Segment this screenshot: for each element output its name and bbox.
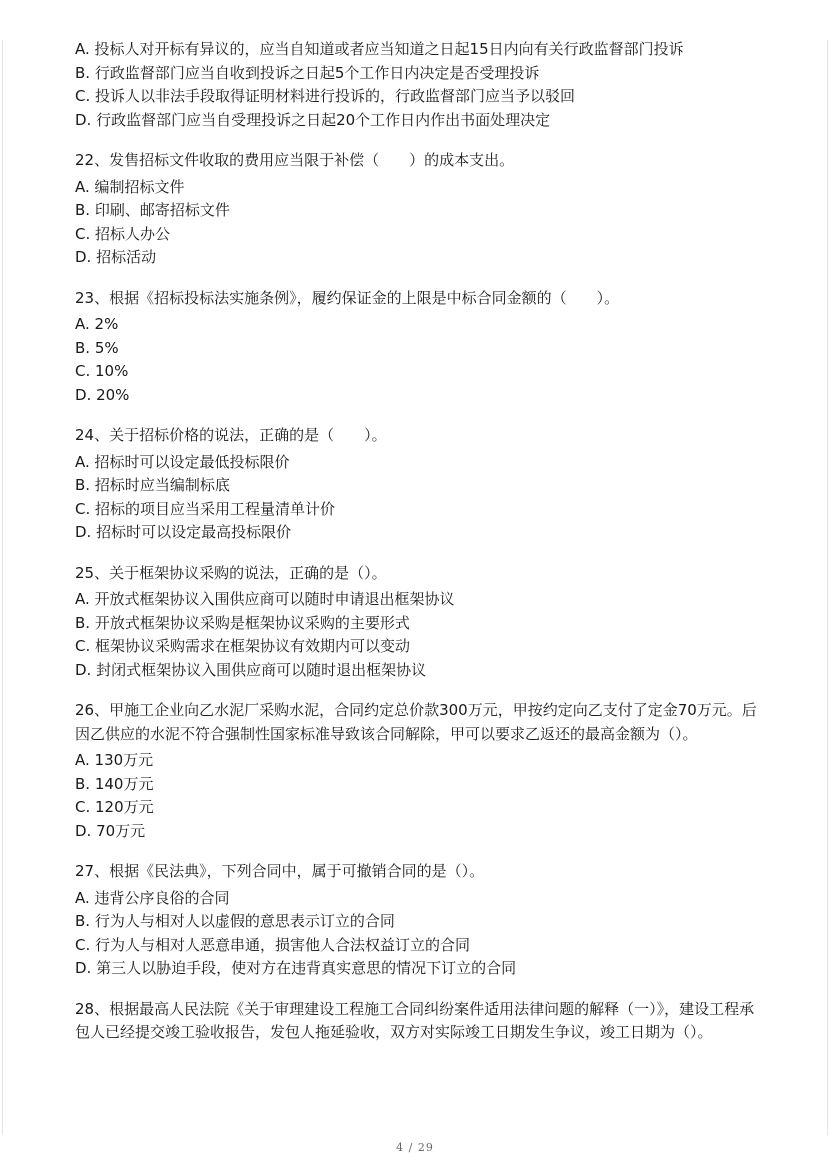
page-content (75, 38, 765, 1062)
option-c: C. 120万元 (75, 798, 154, 816)
option-b: B. 行为人与相对人以虚假的意思表示订立的合同 (75, 912, 395, 930)
option-a: A. 违背公序良俗的合同 (75, 888, 230, 907)
option-d: D. 行政监督部门应当自受理投诉之日起20个工作日内作出书面处理决定 (75, 110, 551, 129)
option-c: C. 招标的项目应当采用工程量清单计价 (75, 499, 336, 518)
option-a: A. 招标时可以设定最低投标限价 (75, 452, 290, 471)
option-d: D. 招标时可以设定最高投标限价 (75, 523, 292, 541)
option-a: A. 开放式框架协议入围供应商可以随时申请退出框架协议 (75, 590, 455, 608)
option-d: D. 招标活动 (75, 248, 157, 266)
option-c: C. 10% (75, 362, 129, 380)
option-b: B. 5% (75, 338, 119, 357)
option-d: D. 70万元 (75, 821, 146, 840)
option-a: A. 投标人对开标有异议的，应当自知道或者应当知道之日起15日内向有关行政监督部门投诉 (75, 40, 684, 58)
option-d: D. 第三人以胁迫手段，使对方在违背真实意思的情况下订立的合同 (75, 959, 517, 977)
page-number: 4 / 29 (396, 1141, 434, 1154)
option-b: B. 140万元 (75, 774, 154, 793)
question-23 (75, 287, 765, 408)
option-b: B. 印刷、邮寄招标文件 (75, 201, 230, 219)
option-c: C. 投诉人以非法手段取得证明材料进行投诉的，行政监督部门应当予以驳回 (75, 87, 576, 105)
option-b: B. 开放式框架协议采购是框架协议采购的主要形式 (75, 613, 410, 632)
option-b: B. 招标时应当编制标底 (75, 476, 230, 494)
question-28 (75, 998, 765, 1045)
page-left-border (2, 40, 3, 1135)
question-25 (75, 562, 765, 683)
question-stem: 28、根据最高人民法院《关于审理建设工程施工合同纠纷案件适用法律问题的解释（一）》，建设工程承包人已经提交竣工验收报告，发包人拖延验收，双方对实际竣工日期发生争议，竣工日期为（）。 (75, 999, 755, 1041)
page-right-border (827, 40, 828, 1135)
option-a: A. 编制招标文件 (75, 177, 185, 196)
question-stem: 24、关于招标价格的说法，正确的是（ ）。 (75, 426, 387, 444)
question-22 (75, 149, 765, 270)
question-stem: 27、根据《民法典》，下列合同中，属于可撤销合同的是（）。 (75, 862, 485, 880)
option-c: C. 招标人办公 (75, 224, 171, 243)
question-stem: 23、根据《招标投标法实施条例》，履约保证金的上限是中标合同金额的（ ）。 (75, 288, 620, 307)
option-d: D. 封闭式框架协议入围供应商可以随时退出框架协议 (75, 660, 427, 679)
option-b: B. 行政监督部门应当自收到投诉之日起5个工作日内决定是否受理投诉 (75, 63, 540, 82)
option-a: A. 2% (75, 315, 119, 333)
question-stem: 26、甲施工企业向乙水泥厂采购水泥，合同约定总价款300万元，甲按约定向乙支付了定金70万元。后因乙供应的水泥不符合强制性国家标准导致该合同解除，甲可以要求乙返还的最高金额为（）。 (75, 701, 757, 743)
question-27 (75, 860, 765, 981)
question-21-continued (75, 38, 765, 132)
option-c: C. 框架协议采购需求在框架协议有效期内可以变动 (75, 637, 411, 655)
question-stem: 22、发售招标文件收取的费用应当限于补偿（ ）的成本支出。 (75, 151, 515, 169)
question-24 (75, 424, 765, 545)
option-a: A. 130万元 (75, 751, 154, 769)
question-26 (75, 699, 765, 843)
option-c: C. 行为人与相对人恶意串通，损害他人合法权益订立的合同 (75, 935, 471, 954)
option-d: D. 20% (75, 385, 130, 404)
question-stem: 25、关于框架协议采购的说法，正确的是（）。 (75, 563, 387, 582)
